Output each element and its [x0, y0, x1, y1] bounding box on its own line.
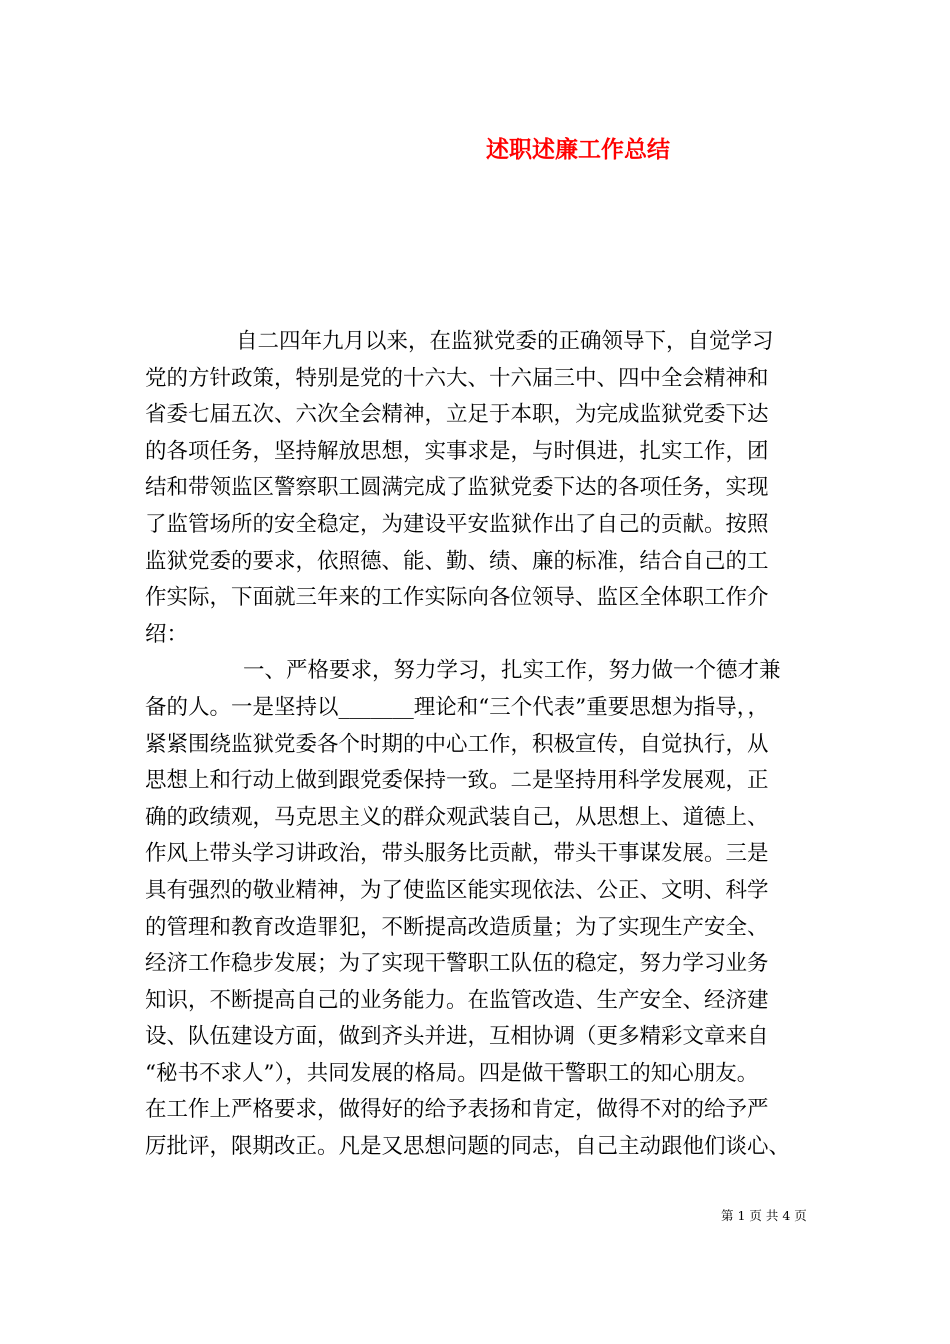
body-line: 监狱党委的要求，依照德、能、勤、绩、廉的标准，结合自己的工	[145, 548, 769, 574]
body-line: 的管理和教育改造罪犯，不断提高改造质量；为了实现生产安全、	[145, 914, 769, 940]
document-title: 述职述廉工作总结	[486, 136, 670, 163]
body-line: 在工作上严格要求，做得好的给予表扬和肯定，做得不对的给予严	[145, 1097, 769, 1123]
body-line: 作实际，下面就三年来的工作实际向各位领导、监区全体职工作介	[145, 585, 769, 611]
body-line: 自二四年九月以来，在监狱党委的正确领导下，自觉学习	[236, 329, 774, 354]
document-body	[145, 324, 810, 1166]
body-line: 作风上带头学习讲政治，带头服务比贡献，带头干事谋发展。三是	[145, 841, 769, 867]
body-line: 具有强烈的敬业精神，为了使监区能实现依法、公正、文明、科学	[145, 877, 769, 903]
body-line: 了监管场所的安全稳定，为建设平安监狱作出了自己的贡献。按照	[145, 511, 769, 537]
body-line: 经济工作稳步发展；为了实现干警职工队伍的稳定，努力学习业务	[145, 951, 769, 977]
body-line: 党的方针政策，特别是党的十六大、十六届三中、四中全会精神和	[145, 365, 769, 391]
page-footer: 第 1 页 共 4 页	[721, 1208, 807, 1223]
body-line: 紧紧围绕监狱党委各个时期的中心工作，积极宣传，自觉执行，从	[145, 731, 769, 757]
body-line: 确的政绩观，马克思主义的群众观武装自己，从思想上、道德上、	[145, 804, 769, 830]
body-line: 的各项任务，坚持解放思想，实事求是，与时俱进，扎实工作，团	[145, 438, 769, 464]
body-line: 备的人。一是坚持以_______理论和“三个代表”重要思想为指导，，	[145, 694, 769, 720]
body-line: 结和带领监区警察职工圆满完成了监狱党委下达的各项任务，实现	[145, 475, 769, 501]
body-line: 知识，不断提高自己的业务能力。在监管改造、生产安全、经济建	[145, 987, 769, 1013]
body-line: 思想上和行动上做到跟党委保持一致。二是坚持用科学发展观，正	[145, 768, 769, 794]
body-line: 绍：	[145, 621, 189, 647]
body-line: 一、严格要求，努力学习，扎实工作，努力做一个德才兼	[243, 658, 781, 684]
body-line: 厉批评，限期改正。凡是又思想问题的同志，自己主动跟他们谈心、	[145, 1134, 791, 1160]
body-line: 省委七届五次、六次全会精神，立足于本职，为完成监狱党委下达	[145, 402, 769, 428]
body-line: 设、队伍建设方面，做到齐头并进，互相协调（更多精彩文章来自	[145, 1024, 769, 1050]
body-line: “秘书不求人”），共同发展的格局。四是做干警职工的知心朋友。	[145, 1060, 759, 1086]
